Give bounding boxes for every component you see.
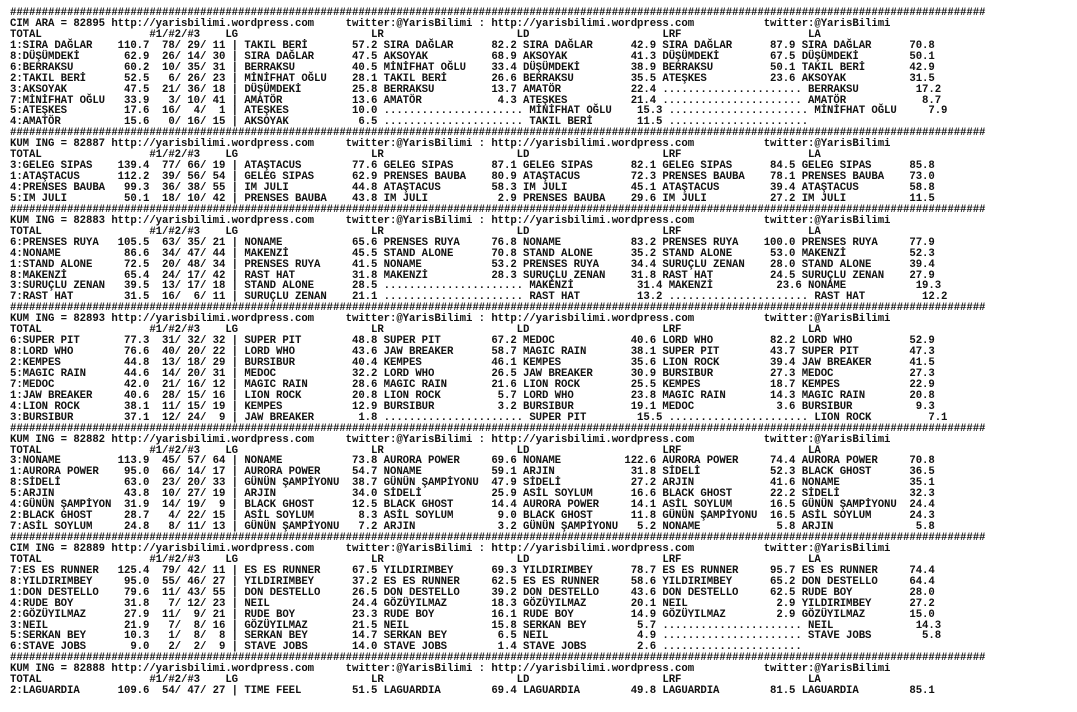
race-header-line: CIM ARA = 82895 http://yarisbilimi.wordpress.com twitter:@YarisBilimi : http://yarisbilimi.wordpress.com twitter:@YarisBilimi — [10, 17, 891, 30]
horse-stats-row: 7:ASİL SOYLUM 24.8 8/ 11/ 13 | GÜNÜN ŞAMPİYONU 7.2 ARJIN 3.2 GÜNÜN ŞAMPİYONU 5.2 NONAME 5.8 ARJIN 5.8 — [10, 521, 935, 534]
column-header-line: TOTAL #1/#2/#3 LG LR LD LRF LA — [10, 225, 821, 238]
horse-stats-row: 4:RUDE BOY 31.8 7/ 12/ 23 | NEIL 24.4 GÖZÜYILMAZ 18.3 GÖZÜYILMAZ 20.1 NEIL 2.9 YILDIRIMBEY 27.2 — [10, 597, 935, 610]
horse-stats-row: 4:AMATÖR 15.6 0/ 16/ 15 | AKSOYAK 6.5 ...................... TAKIL BERİ 11.5 ...................... — [10, 116, 809, 129]
race-header-line: KUM ING = 82888 http://yarisbilimi.wordpress.com twitter:@YarisBilimi : http://yarisbilimi.wordpress.com twitter:@YarisBilimi — [10, 663, 891, 676]
horse-stats-row: 3:GELEG SIPAS 139.4 77/ 66/ 19 | ATAŞTACUS 77.6 GELEG SIPAS 87.1 GELEG SIPAS 82.1 GELEG SIPAS 84.5 GELEG SIPAS 85.8 — [10, 160, 935, 173]
horse-stats-row: 4:PRENSES BAUBA 99.3 36/ 38/ 55 | IM JULI 44.8 ATAŞTACUS 58.3 IM JULI 45.1 ATAŞTACUS 39.4 ATAŞTACUS 58.8 — [10, 182, 935, 194]
horse-stats-row: 7:MİNİFHAT OĞLU 33.9 3/ 10/ 41 | AMATÖR 13.6 AMATÖR 4.3 ATEŞKES 21.4 ...................... AMATÖR 8.7 — [10, 94, 942, 107]
horse-stats-row: 2:GÖZÜYILMAZ 27.9 11/ 9/ 21 | RUDE BOY 23.3 RUDE BOY 16.1 RUDE BOY 14.9 GÖZÜYILMAZ 2.9 GÖZÜYILMAZ 15.0 — [10, 608, 935, 621]
race-header-line: KUM ING = 82883 http://yarisbilimi.wordpress.com twitter:@YarisBilimi : http://yarisbilimi.wordpress.com twitter:@YarisBilimi — [10, 214, 891, 227]
horse-stats-row: 1:DON DESTELLO 79.6 11/ 43/ 55 | DON DESTELLO 26.5 DON DESTELLO 39.2 DON DESTELLO 43.6 DON DESTELLO 62.5 RUDE BOY 28.0 — [10, 586, 935, 599]
separator-line: ########################################################################################################################################################## — [10, 7, 986, 19]
horse-stats-row: 6:STAVE JOBS 9.0 2/ 2/ 9 | STAVE JOBS 14.0 STAVE JOBS 1.4 STAVE JOBS 2.6 ...................... — [10, 641, 802, 654]
horse-stats-row: 4:GÜNÜN ŞAMPİYON 31.9 14/ 19/ 9 | BLACK GHOST 12.5 BLACK GHOST 14.4 AURORA POWER 14.1 ASİL SOYLUM 16.5 GÜNÜN ŞAMPİYONU 24.4 — [10, 499, 935, 512]
column-header-line: TOTAL #1/#2/#3 LG LR LD LRF LA — [10, 324, 821, 337]
separator-line: ########################################################################################################################################################## — [10, 127, 986, 140]
horse-stats-row: 8:LORD WHO 76.6 40/ 20/ 22 | LORD WHO 43.6 JAW BREAKER 58.7 MAGIC RAIN 38.1 SUPER PIT 43.7 SUPER PIT 47.3 — [10, 346, 935, 359]
separator-line: ########################################################################################################################################################## — [10, 652, 986, 665]
column-header-line: TOTAL #1/#2/#3 LG LR LD LRF LA — [10, 28, 821, 41]
horse-stats-row: 1:AURORA POWER 95.0 66/ 14/ 17 | AURORA POWER 54.7 NONAME 59.1 ARJIN 31.8 SİDELİ 52.3 BLACK GHOST 36.5 — [10, 466, 935, 479]
horse-stats-row: 1:JAW BREAKER 40.6 28/ 15/ 16 | LION ROCK 20.8 LION ROCK 5.7 LORD WHO 23.8 MAGIC RAIN 14.3 MAGIC RAIN 20.8 — [10, 389, 935, 402]
horse-stats-row: 5:MAGIC RAIN 44.6 14/ 20/ 31 | MEDOC 32.2 LORD WHO 26.5 JAW BREAKER 30.9 BURSIBUR 27.3 MEDOC 27.3 — [10, 367, 935, 380]
horse-stats-row: 3:SURUÇLU ZENAN 39.5 13/ 17/ 18 | STAND ALONE 28.5 ...................... MAKENZİ 31.4 MAKENZİ 23.6 NONAME 19.3 — [10, 280, 942, 293]
horse-stats-row: 3:BURSIBUR 37.1 12/ 24/ 9 | JAW BREAKER 1.8 ...................... SUPER PIT 15.5 ...................... LION ROCK 7.1 — [10, 411, 948, 424]
race-header-line: KUM ING = 82887 http://yarisbilimi.wordpress.com twitter:@YarisBilimi : http://yarisbilimi.wordpress.com twitter:@YarisBilimi — [10, 138, 891, 151]
horse-stats-row: 4:LION ROCK 38.1 11/ 15/ 19 | KEMPES 12.9 BURSIBUR 3.2 BURSIBUR 19.1 MEDOC 3.6 BURSIBUR 9.3 — [10, 400, 935, 413]
horse-stats-row: 5:ATEŞKES 17.6 16/ 4/ 1 | ATEŞKES 10.0 ...................... MİNİFHAT OĞLU 15.3 ...................... MİNİFHAT OĞLU 7.9 — [10, 105, 948, 118]
race-header-line: CIM ING = 82889 http://yarisbilimi.wordpress.com twitter:@YarisBilimi : http://yarisbilimi.wordpress.com twitter:@YarisBilimi — [10, 542, 891, 555]
horse-stats-row: 6:PRENSES RUYA 105.5 63/ 35/ 21 | NONAME 65.6 PRENSES RUYA 76.8 NONAME 83.2 PRENSES RUYA 100.0 PRENSES RUYA 77.9 — [10, 236, 935, 249]
horse-stats-row: 1:SIRA DAĞLAR 110.7 78/ 29/ 11 | TAKIL BERİ 57.2 SIRA DAĞLAR 82.2 SIRA DAĞLAR 42.9 SIRA DAĞLAR 87.9 SIRA DAĞLAR 70.8 — [10, 39, 935, 52]
column-header-line: TOTAL #1/#2/#3 LG LR LD LRF LA — [10, 553, 821, 566]
horse-stats-row: 2:KEMPES 44.8 13/ 18/ 29 | BURSIBUR 40.4 KEMPES 46.1 KEMPES 35.6 LION ROCK 39.4 JAW BREAKER 41.5 — [10, 357, 935, 369]
horse-stats-row: 5:IM JULI 50.1 18/ 10/ 42 | PRENSES BAUBA 43.8 IM JULI 2.9 PRENSES BAUBA 29.6 IM JULI 27.2 IM JULI 11.5 — [10, 192, 935, 205]
race-header-line: KUM ING = 82882 http://yarisbilimi.wordpress.com twitter:@YarisBilimi : http://yarisbilimi.wordpress.com twitter:@YarisBilimi — [10, 433, 891, 446]
horse-stats-row: 4:NONAME 86.6 34/ 47/ 44 | MAKENZİ 45.5 STAND ALONE 70.8 STAND ALONE 35.2 STAND ALONE 53.0 MAKENZİ 52.3 — [10, 247, 935, 260]
horse-stats-row: 6:BERRAKSU 60.2 10/ 35/ 31 | BERRAKSU 40.5 MİNİFHAT OĞLU 33.4 DÜŞÜMDEKİ 38.9 BERRAKSU 50.1 TAKIL BERİ 42.9 — [10, 61, 935, 74]
horse-stats-row: 7:RAST HAT 31.5 16/ 6/ 11 | SURUÇLU ZENAN 21.1 ...................... RAST HAT 13.2 ...................... RAST HAT 12.2 — [10, 291, 948, 304]
horse-stats-row: 2:BLACK GHOST 28.7 4/ 22/ 15 | ASİL SOYLUM 8.3 ASİL SOYLUM 9.0 BLACK GHOST 11.8 GÜNÜN ŞAMPİYONU 16.5 ASİL SOYLUM 24.3 — [10, 510, 935, 523]
separator-line: ########################################################################################################################################################## — [10, 203, 986, 216]
horse-stats-row: 8:SİDELİ 63.0 23/ 20/ 33 | GÜNÜN ŞAMPİYONU 38.7 GÜNÜN ŞAMPİYONU 47.9 SİDELİ 27.2 ARJIN 41.6 NONAME 35.1 — [10, 477, 935, 490]
horse-stats-row: 8:MAKENZİ 65.4 24/ 17/ 42 | RAST HAT 31.8 MAKENZİ 28.3 SURUÇLU ZENAN 31.8 RAST HAT 24.5 SURUÇLU ZENAN 27.9 — [10, 269, 935, 282]
horse-stats-row: 3:NONAME 113.9 45/ 57/ 64 | NONAME 73.8 AURORA POWER 69.6 NONAME 122.6 AURORA POWER 74.4 AURORA POWER 70.8 — [10, 455, 935, 468]
horse-stats-row: 8:YILDIRIMBEY 95.0 55/ 46/ 27 | YILDIRIMBEY 37.2 ES ES RUNNER 62.5 ES ES RUNNER 58.6 YILDIRIMBEY 65.2 DON DESTELLO 64.4 — [10, 575, 935, 588]
horse-stats-row: 2:TAKIL BERİ 52.5 6/ 26/ 23 | MİNİFHAT OĞLU 28.1 TAKIL BERİ 26.6 BERRAKSU 35.5 ATEŞKES 23.6 AKSOYAK 31.5 — [10, 72, 935, 85]
horse-stats-row: 8:DÜŞÜMDEKİ 62.9 26/ 14/ 30 | SIRA DAĞLAR 47.5 AKSOYAK 68.9 AKSOYAK 41.3 DÜŞÜMDEKİ 67.5 DÜŞÜMDEKİ 50.1 — [10, 50, 935, 63]
race-header-line: KUM ING = 82893 http://yarisbilimi.wordpress.com twitter:@YarisBilimi : http://yarisbilimi.wordpress.com twitter:@YarisBilimi — [10, 313, 891, 326]
separator-line: ########################################################################################################################################################## — [10, 422, 986, 435]
horse-stats-row: 1:ATAŞTACUS 112.2 39/ 56/ 54 | GELEG SIPAS 62.9 PRENSES BAUBA 80.9 ATAŞTACUS 72.3 PRENSES BAUBA 78.1 PRENSES BAUBA 73.0 — [10, 171, 935, 184]
separator-line: ########################################################################################################################################################## — [10, 302, 986, 315]
separator-line: ########################################################################################################################################################## — [10, 532, 986, 544]
column-header-line: TOTAL #1/#2/#3 LG LR LD LRF LA — [10, 674, 821, 687]
horse-stats-row: 5:ARJIN 43.8 10/ 27/ 19 | ARJIN 34.0 SİDELİ 25.9 ASİL SOYLUM 16.6 BLACK GHOST 22.2 SİDELİ 32.3 — [10, 488, 935, 501]
horse-stats-row: 1:STAND ALONE 72.5 20/ 48/ 34 | PRENSES RUYA 41.5 NONAME 53.2 PRENSES RUYA 34.4 SURUÇLU ZENAN 28.0 STAND ALONE 39.4 — [10, 258, 935, 271]
horse-stats-row: 7:MEDOC 42.0 21/ 16/ 12 | MAGIC RAIN 28.6 MAGIC RAIN 21.6 LION ROCK 25.5 KEMPES 18.7 KEMPES 22.9 — [10, 378, 935, 391]
column-header-line: TOTAL #1/#2/#3 LG LR LD LRF LA — [10, 444, 821, 457]
horse-stats-row: 3:AKSOYAK 47.5 21/ 36/ 18 | DÜŞÜMDEKİ 25.8 BERRAKSU 13.7 AMATÖR 22.4 ...................... BERRAKSU 17.2 — [10, 83, 942, 96]
horse-stats-row: 6:SUPER PIT 77.3 31/ 32/ 32 | SUPER PIT 48.8 SUPER PIT 67.2 MEDOC 40.6 LORD WHO 82.2 LORD WHO 52.9 — [10, 335, 935, 348]
column-header-line: TOTAL #1/#2/#3 LG LR LD LRF LA — [10, 149, 821, 162]
horse-stats-row: 2:LAGUARDIA 109.6 54/ 47/ 27 | TIME FEEL 51.5 LAGUARDIA 69.4 LAGUARDIA 49.8 LAGUARDIA 81.5 LAGUARDIA 85.1 — [10, 685, 935, 698]
horse-stats-row: 7:ES ES RUNNER 125.4 79/ 42/ 11 | ES ES RUNNER 67.5 YILDIRIMBEY 69.3 YILDIRIMBEY 78.7 ES ES RUNNER 95.7 ES ES RUNNER 74.4 — [10, 564, 935, 577]
horse-stats-row: 3:NEIL 21.9 7/ 8/ 16 | GÖZÜYILMAZ 21.5 NEIL 15.8 SERKAN BEY 5.7 ...................... NEIL 14.3 — [10, 619, 942, 632]
horse-stats-row: 5:SERKAN BEY 10.3 1/ 8/ 8 | SERKAN BEY 14.7 SERKAN BEY 6.5 NEIL 4.9 ...................... STAVE JOBS 5.8 — [10, 630, 942, 643]
